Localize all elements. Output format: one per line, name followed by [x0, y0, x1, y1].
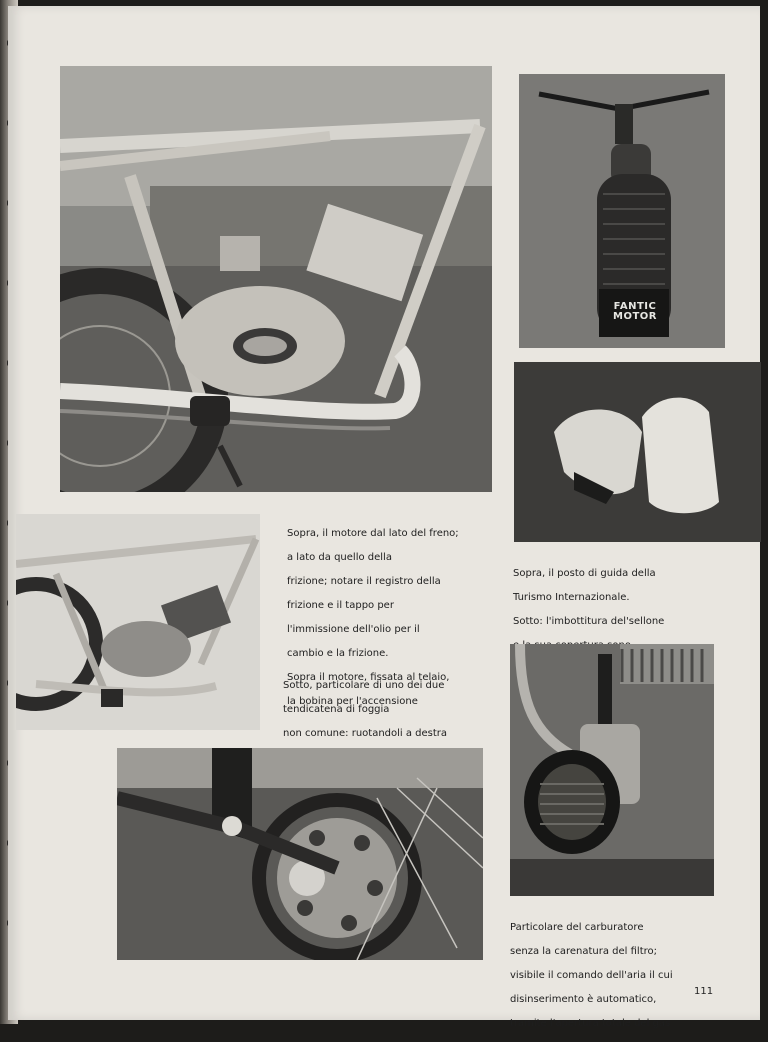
photo-chain-tensioner	[117, 748, 483, 960]
caption-line: Particolare del carburatore	[510, 922, 644, 933]
carburettor-image	[510, 644, 714, 896]
engine-brake-side-image	[60, 66, 492, 492]
caption-line: la bobina per l'accensione	[287, 696, 418, 707]
seat-lettering: FANTIC MOTOR	[613, 301, 657, 322]
page-number: 111	[694, 986, 714, 997]
caption-line: senza la carenatura del filtro;	[510, 946, 657, 957]
photo-seat-cushion-covers	[514, 362, 761, 542]
caption-line: Sopra il motore, fissata al telaio,	[287, 672, 450, 683]
caption-line: tendicatena di foggia	[283, 704, 390, 715]
caption-line: a lato da quello della	[287, 552, 392, 563]
caption-line: tramite l'apertura totale del gas	[510, 1018, 671, 1029]
seat-cushion-covers-image	[514, 362, 761, 542]
caption-line: Sopra, il motore dal lato del freno;	[287, 528, 459, 539]
photo-carburettor	[510, 644, 714, 896]
caption-line: visibile il comando dell'aria il cui	[510, 970, 673, 981]
caption-line: disinserimento è automatico,	[510, 994, 657, 1005]
engine-ignition-image	[16, 514, 260, 730]
caption-line: cambio e la frizione.	[287, 648, 389, 659]
caption-line: frizione e il tappo per	[287, 600, 394, 611]
caption-line: Sopra, il posto di guida della	[513, 568, 656, 579]
caption-line: Turismo Internazionale.	[513, 592, 630, 603]
chain-tensioner-image	[117, 748, 483, 960]
photo-seat-top-view	[519, 74, 725, 348]
caption-line: frizione; notare il registro della	[287, 576, 441, 587]
caption-line: Sotto: l'imbottitura del'sellone	[513, 616, 665, 627]
photo-engine-brake-side	[60, 66, 492, 492]
caption-carburettor	[510, 910, 742, 1042]
caption-line: l'immissione dell'olio per il	[287, 624, 420, 635]
caption-line: Sotto, particolare di uno dei due	[283, 680, 445, 691]
caption-line: non comune: ruotandoli a destra	[283, 728, 448, 739]
photo-engine-ignition	[16, 514, 260, 730]
